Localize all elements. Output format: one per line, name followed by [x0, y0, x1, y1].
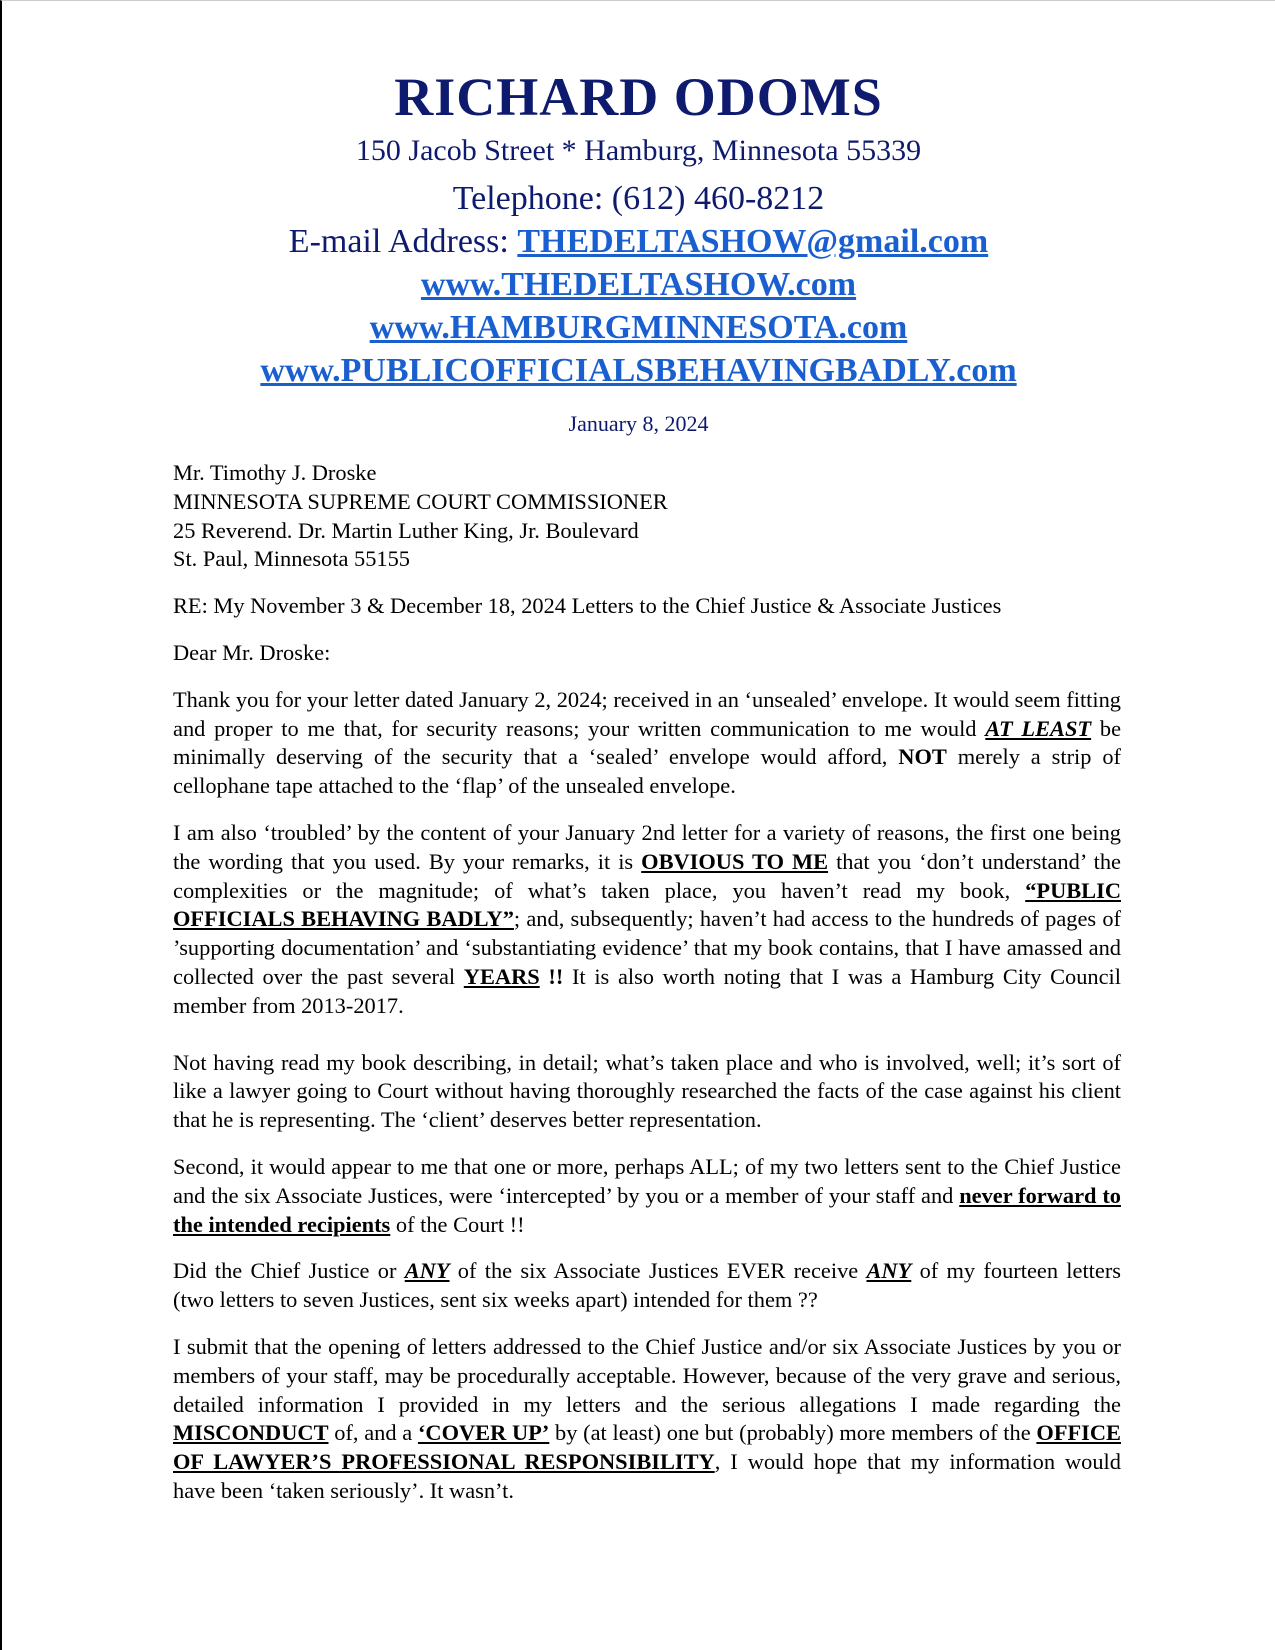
- text-run: Did the Chief Justice or: [173, 1258, 405, 1284]
- website-link-public-officials[interactable]: www.PUBLICOFFICIALSBEHAVINGBADLY.com: [260, 352, 1017, 389]
- emphasis-text: OBVIOUS TO ME: [641, 848, 829, 874]
- letter-date: January 8, 2024: [568, 411, 709, 436]
- paragraph-5: [173, 1257, 1121, 1315]
- book-title: “PUBLIC OFFICIALS BEHAVING BADLY”: [173, 877, 1121, 932]
- text-run: merely a strip of cellophane tape attached to the ‘flap’ of the unsealed envelope.: [173, 744, 1121, 799]
- text-run: that you ‘don’t understand’ the complexities or the magnitude; of what’s taken place, you haven’t read my book,: [173, 848, 1121, 903]
- recipient-street: 25 Reverend. Dr. Martin Luther King, Jr. Boulevard: [173, 517, 639, 543]
- text-run: ; and, subsequently; haven’t had access to the hundreds of pages of ’supporting documentation’ and ‘substantiating evidence’ that my book contains, that I have amassed and collected over the past several: [173, 906, 1121, 989]
- paragraph-4: [173, 1153, 1121, 1239]
- paragraph-1: [173, 686, 1121, 801]
- recipient-address: [173, 459, 1121, 574]
- letterhead: [2, 61, 1275, 392]
- text-run: be minimally deserving of the security that a ‘sealed’ envelope would afford,: [173, 715, 1122, 770]
- emphasis-text: YEARS: [463, 963, 540, 989]
- text-run: of my fourteen letters (two letters to seven Justices, sent six weeks apart) intended for them ??: [173, 1258, 1122, 1313]
- paragraph-2: [173, 819, 1121, 1021]
- paragraph-3: Not having read my book describing, in detail; what’s taken place and who is involved, well; it’s sort of like a lawyer going to Court without having thoroughly researched the facts of the case against his client that he is representing. The ‘client’ deserves better representation.: [173, 1049, 1121, 1133]
- sender-address: 150 Jacob Street * Hamburg, Minnesota 55339: [355, 134, 922, 167]
- text-run: of, and a: [328, 1420, 418, 1446]
- website-link-deltashow[interactable]: www.THEDELTASHOW.com: [420, 266, 857, 303]
- emphasis-text: ANY: [404, 1258, 450, 1284]
- text-run: I submit that the opening of letters addressed to the Chief Justice and/or six Associate Justices by you or members of your staff, may be procedurally acceptable. However, because of the very grave and serious, detailed information I provided in my letters and the serious allegations I made regarding the: [173, 1333, 1121, 1417]
- letter-body: [173, 459, 1121, 1524]
- paragraph-6: [173, 1333, 1121, 1506]
- emphasis-text: NOT: [898, 744, 947, 770]
- office-name: OFFICE OF LAWYER’S PROFESSIONAL RESPONSIBILITY: [173, 1420, 1121, 1475]
- text-run: of the Court !!: [390, 1211, 525, 1237]
- re-line: RE: My November 3 & December 18, 2024 Letters to the Chief Justice & Associate Justices: [173, 593, 1002, 619]
- emphasis-text: MISCONDUCT: [173, 1420, 329, 1446]
- sender-phone: Telephone: (612) 460-8212: [452, 180, 825, 217]
- paragraph-gap: [173, 1021, 1121, 1049]
- email-link[interactable]: THEDELTASHOW@gmail.com: [517, 223, 989, 260]
- sender-email-row: [2, 221, 1275, 263]
- emphasis-text: ANY: [866, 1258, 912, 1284]
- text-run: Thank you for your letter dated January 2, 2024; received in an ‘unsealed’ envelope. It would seem fitting and proper to me that, for security reasons; your written communication to me would: [173, 686, 1121, 741]
- email-label: E-mail Address:: [288, 223, 518, 260]
- text-run: It is also worth noting that I was a Hamburg City Council member from 2013-2017.: [173, 963, 1121, 1018]
- recipient-title: MINNESOTA SUPREME COURT COMMISSIONER: [173, 488, 668, 514]
- text-run: by (at least) one but (probably) more members of the: [549, 1420, 1037, 1446]
- text-run: of the six Associate Justices EVER receive: [449, 1258, 867, 1284]
- salutation: Dear Mr. Droske:: [173, 639, 331, 665]
- recipient-name: Mr. Timothy J. Droske: [173, 460, 377, 485]
- recipient-city: St. Paul, Minnesota 55155: [173, 546, 410, 572]
- emphasis-text: !!: [539, 963, 564, 989]
- text-run: , I would hope that my information would have been ‘taken seriously’. It wasn’t.: [173, 1449, 1121, 1503]
- emphasis-text: ‘COVER UP’: [417, 1420, 550, 1446]
- emphasis-text: AT LEAST: [985, 715, 1092, 741]
- text-run: I am also ‘troubled’ by the content of your January 2nd letter for a variety of reasons, the first one being the wording that you used. By your remarks, it is: [173, 819, 1121, 874]
- text-run: Second, it would appear to me that one or more, perhaps ALL; of my two letters sent to the Chief Justice and the six Associate Justices, were ‘intercepted’ by you or a member of your staff and: [173, 1153, 1121, 1208]
- emphasis-text: never forward to the intended recipients: [173, 1182, 1121, 1237]
- sender-name: RICHARD ODOMS: [394, 67, 883, 127]
- website-link-hamburg[interactable]: www.HAMBURGMINNESOTA.com: [369, 309, 908, 346]
